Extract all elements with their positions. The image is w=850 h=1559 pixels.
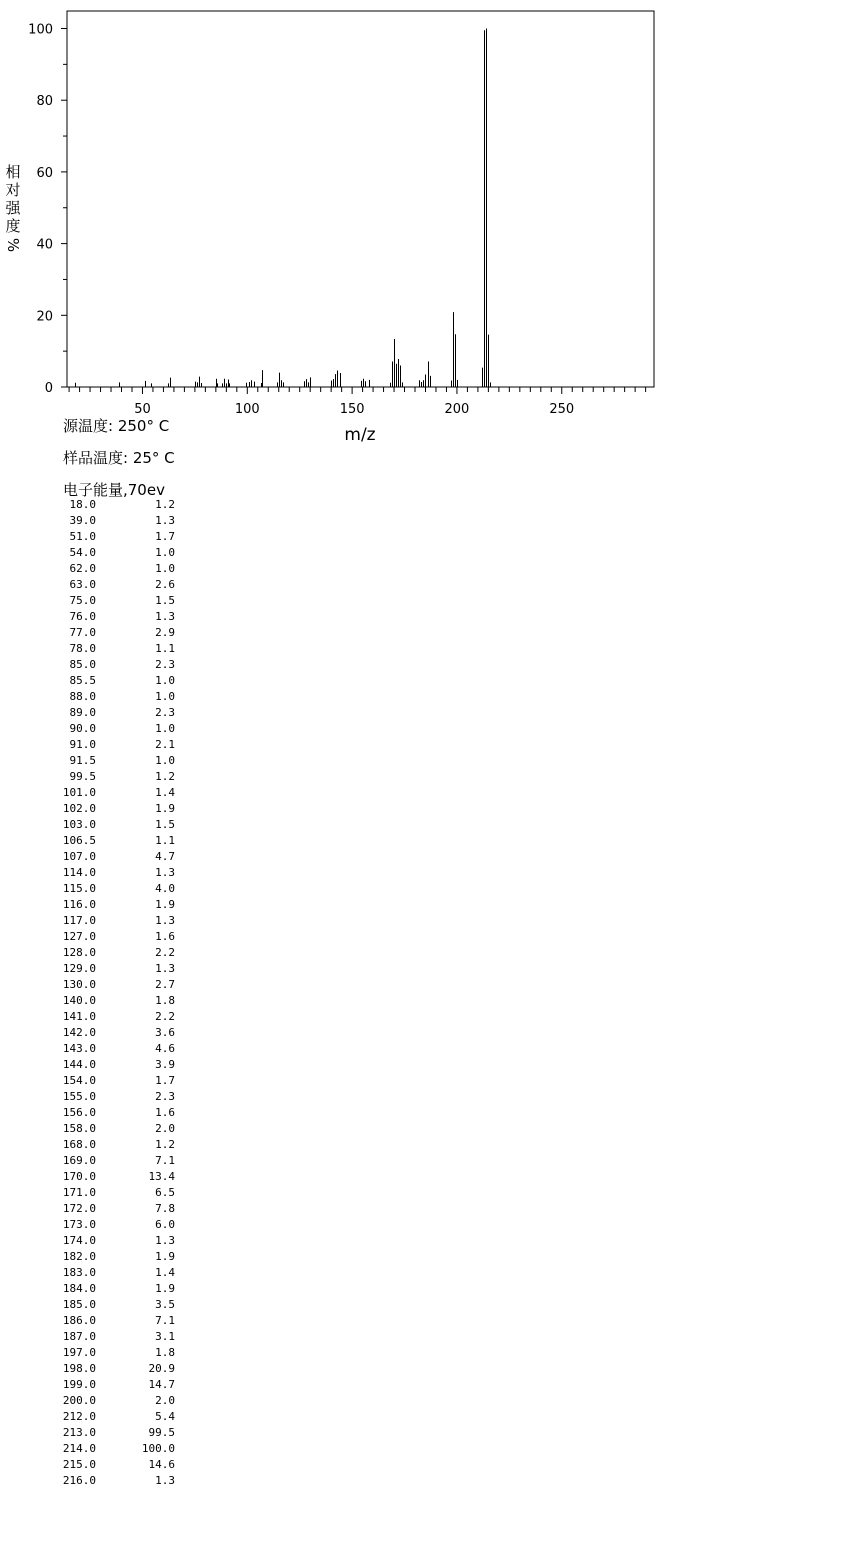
peak-mz: 185.0 xyxy=(62,1298,96,1311)
x-tick-label: 50 xyxy=(134,402,151,417)
peak-mz: 99.5 xyxy=(69,770,96,783)
electron-energy: 电子能量,70ev xyxy=(63,481,165,499)
peak-row xyxy=(52,1393,175,1409)
peak-intensity: 1.2 xyxy=(155,498,175,511)
peak-mz: 174.0 xyxy=(62,1234,96,1247)
peak-row xyxy=(52,689,175,705)
peak-mz: 216.0 xyxy=(62,1474,96,1487)
peak-row xyxy=(52,913,175,929)
peak-mz: 76.0 xyxy=(69,610,96,623)
peak-mz: 129.0 xyxy=(62,962,96,975)
peak-intensity: 1.3 xyxy=(155,866,175,879)
peak-row xyxy=(52,1073,175,1089)
x-tick-label: 100 xyxy=(234,402,260,417)
peak-mz: 88.0 xyxy=(69,690,96,703)
peak-mz: 199.0 xyxy=(62,1378,96,1391)
peak-mz: 91.0 xyxy=(69,738,96,751)
y-tick-label: 60 xyxy=(36,165,53,181)
y-tick-label: 20 xyxy=(36,309,53,325)
peak-mz: 115.0 xyxy=(62,882,96,895)
peak-row xyxy=(52,593,175,609)
peak-mz: 142.0 xyxy=(62,1026,96,1039)
peak-row xyxy=(52,1457,175,1473)
x-tick-label: 250 xyxy=(549,402,575,417)
peak-intensity: 1.3 xyxy=(155,962,175,975)
peak-row xyxy=(52,961,175,977)
peak-row xyxy=(52,1137,175,1153)
peak-row xyxy=(52,529,175,545)
peak-intensity: 2.3 xyxy=(155,658,175,671)
peak-intensity: 6.0 xyxy=(155,1218,175,1231)
peak-row xyxy=(52,1329,175,1345)
peak-mz: 155.0 xyxy=(62,1090,96,1103)
peak-mz: 107.0 xyxy=(62,850,96,863)
peak-row xyxy=(52,1249,175,1265)
peak-row xyxy=(52,577,175,593)
peak-mz: 169.0 xyxy=(62,1154,96,1167)
peak-mz: 117.0 xyxy=(62,914,96,927)
peak-intensity: 3.9 xyxy=(155,1058,175,1071)
peak-intensity: 1.9 xyxy=(155,1250,175,1263)
peak-row xyxy=(52,881,175,897)
peak-mz: 77.0 xyxy=(69,626,96,639)
peak-row xyxy=(52,849,175,865)
peak-row xyxy=(52,945,175,961)
peak-row xyxy=(52,1121,175,1137)
peak-row xyxy=(52,1057,175,1073)
peak-intensity: 1.3 xyxy=(155,610,175,623)
peak-mz: 39.0 xyxy=(69,514,96,527)
peak-intensity: 1.4 xyxy=(155,1266,175,1279)
peak-intensity: 1.8 xyxy=(155,994,175,1007)
peak-mz: 85.0 xyxy=(69,658,96,671)
peak-row xyxy=(52,785,175,801)
peak-row xyxy=(52,1185,175,1201)
peak-mz: 141.0 xyxy=(62,1010,96,1023)
y-tick-label: 80 xyxy=(36,94,53,110)
peak-mz: 63.0 xyxy=(69,578,96,591)
peak-row xyxy=(52,657,175,673)
peak-intensity: 99.5 xyxy=(148,1426,175,1439)
peak-mz: 144.0 xyxy=(62,1058,96,1071)
peak-intensity: 2.1 xyxy=(155,738,175,751)
peak-intensity: 14.6 xyxy=(148,1458,175,1471)
peak-intensity: 1.5 xyxy=(155,818,175,831)
peak-row xyxy=(52,1105,175,1121)
peak-intensity: 1.0 xyxy=(155,562,175,575)
peak-mz: 75.0 xyxy=(69,594,96,607)
peak-intensity: 1.9 xyxy=(155,802,175,815)
peak-mz: 182.0 xyxy=(62,1250,96,1263)
peak-intensity: 2.2 xyxy=(155,1010,175,1023)
peak-row xyxy=(52,1153,175,1169)
peak-intensity: 1.7 xyxy=(155,1074,175,1087)
peak-row xyxy=(52,497,175,513)
peak-mz: 215.0 xyxy=(62,1458,96,1471)
sample-temperature: 样品温度: 25° C xyxy=(63,449,175,467)
peak-row xyxy=(52,897,175,913)
peak-row xyxy=(52,769,175,785)
peak-intensity: 4.6 xyxy=(155,1042,175,1055)
peak-mz: 184.0 xyxy=(62,1282,96,1295)
peak-intensity: 1.3 xyxy=(155,1234,175,1247)
peak-row xyxy=(52,673,175,689)
y-axis-label-char: 强 xyxy=(5,199,21,217)
peak-mz: 173.0 xyxy=(62,1218,96,1231)
peak-row xyxy=(52,865,175,881)
peak-intensity: 4.0 xyxy=(155,882,175,895)
peak-row xyxy=(52,1281,175,1297)
y-axis-label-char: 相 xyxy=(5,163,21,181)
peak-mz: 198.0 xyxy=(62,1362,96,1375)
peak-mz: 106.5 xyxy=(62,834,96,847)
peak-intensity: 1.0 xyxy=(155,690,175,703)
peak-row xyxy=(52,1441,175,1457)
x-tick-label: 150 xyxy=(339,402,365,417)
peak-mz: 54.0 xyxy=(69,546,96,559)
peak-intensity: 20.9 xyxy=(148,1362,175,1375)
peak-row xyxy=(52,1377,175,1393)
peak-mz: 114.0 xyxy=(62,866,96,879)
peak-row xyxy=(52,545,175,561)
peak-row xyxy=(52,1265,175,1281)
peak-row xyxy=(52,641,175,657)
peak-intensity: 2.3 xyxy=(155,706,175,719)
peak-row xyxy=(52,1089,175,1105)
peak-intensity: 2.3 xyxy=(155,1090,175,1103)
y-axis xyxy=(28,23,67,397)
peak-row xyxy=(52,1425,175,1441)
peak-intensity: 2.6 xyxy=(155,578,175,591)
peak-row xyxy=(52,1297,175,1313)
peak-intensity: 7.8 xyxy=(155,1202,175,1215)
peak-row xyxy=(52,833,175,849)
peak-intensity: 1.1 xyxy=(155,834,175,847)
y-tick-label: 100 xyxy=(28,22,53,38)
peak-row xyxy=(52,993,175,1009)
peak-mz: 212.0 xyxy=(62,1410,96,1423)
peak-intensity: 1.8 xyxy=(155,1346,175,1359)
peak-mz: 183.0 xyxy=(62,1266,96,1279)
peak-intensity: 14.7 xyxy=(148,1378,175,1391)
peak-row xyxy=(52,561,175,577)
peak-intensity: 3.5 xyxy=(155,1298,175,1311)
peak-mz: 18.0 xyxy=(69,498,96,511)
peak-intensity: 1.3 xyxy=(155,914,175,927)
peak-intensity: 1.6 xyxy=(155,930,175,943)
peak-mz: 187.0 xyxy=(62,1330,96,1343)
peak-intensity: 2.2 xyxy=(155,946,175,959)
peak-intensity: 3.6 xyxy=(155,1026,175,1039)
peak-row xyxy=(52,801,175,817)
source-temperature: 源温度: 250° C xyxy=(63,417,170,435)
peak-mz: 213.0 xyxy=(62,1426,96,1439)
peak-row xyxy=(52,609,175,625)
peak-mz: 171.0 xyxy=(62,1186,96,1199)
peak-intensity: 6.5 xyxy=(155,1186,175,1199)
peak-mz: 170.0 xyxy=(62,1170,96,1183)
peak-intensity: 1.3 xyxy=(155,1474,175,1487)
peak-intensity: 13.4 xyxy=(148,1170,175,1183)
peak-intensity: 1.9 xyxy=(155,898,175,911)
peak-row xyxy=(52,721,175,737)
y-tick-label: 0 xyxy=(44,381,53,396)
y-axis-label-char: % xyxy=(4,237,22,253)
peak-mz: 127.0 xyxy=(62,930,96,943)
peak-mz: 158.0 xyxy=(62,1122,96,1135)
peak-mz: 186.0 xyxy=(62,1314,96,1327)
peak-row xyxy=(52,1025,175,1041)
peak-intensity: 5.4 xyxy=(155,1410,175,1423)
peak-mz: 140.0 xyxy=(62,994,96,1007)
peak-row xyxy=(52,753,175,769)
peak-intensity: 1.3 xyxy=(155,514,175,527)
plot-frame xyxy=(67,11,654,387)
peak-intensity: 1.1 xyxy=(155,642,175,655)
peak-row xyxy=(52,1313,175,1329)
peak-row xyxy=(52,1041,175,1057)
peak-mz: 78.0 xyxy=(69,642,96,655)
peak-mz: 91.5 xyxy=(69,754,96,767)
peak-row xyxy=(52,1233,175,1249)
y-tick-label: 40 xyxy=(36,237,53,253)
peak-intensity: 1.7 xyxy=(155,530,175,543)
peak-intensity: 1.4 xyxy=(155,786,175,799)
peak-row xyxy=(52,1169,175,1185)
peak-row xyxy=(52,1361,175,1377)
mass-spectrum-chart xyxy=(0,0,850,450)
peak-intensity: 7.1 xyxy=(155,1154,175,1167)
peak-mz: 168.0 xyxy=(62,1138,96,1151)
x-axis xyxy=(69,387,646,417)
peak-row xyxy=(52,1009,175,1025)
peak-mz: 116.0 xyxy=(62,898,96,911)
peak-row xyxy=(52,513,175,529)
peak-mz: 62.0 xyxy=(69,562,96,575)
x-axis-label: m/z xyxy=(344,425,376,445)
peak-mz: 197.0 xyxy=(62,1346,96,1359)
peak-row xyxy=(52,1345,175,1361)
peak-mz: 156.0 xyxy=(62,1106,96,1119)
peak-bars xyxy=(76,29,491,388)
peak-mz: 102.0 xyxy=(62,802,96,815)
peak-mz: 101.0 xyxy=(62,786,96,799)
peak-intensity: 3.1 xyxy=(155,1330,175,1343)
peak-row xyxy=(52,705,175,721)
peak-intensity: 100.0 xyxy=(141,1442,175,1455)
peak-intensity: 2.9 xyxy=(155,626,175,639)
peak-mz: 172.0 xyxy=(62,1202,96,1215)
peak-intensity: 1.0 xyxy=(155,754,175,767)
peak-mz: 154.0 xyxy=(62,1074,96,1087)
peak-intensity: 1.5 xyxy=(155,594,175,607)
peak-mz: 143.0 xyxy=(62,1042,96,1055)
peak-intensity: 2.7 xyxy=(155,978,175,991)
peak-intensity: 1.0 xyxy=(155,546,175,559)
peak-intensity: 1.0 xyxy=(155,722,175,735)
peak-intensity: 1.0 xyxy=(155,674,175,687)
y-axis-label-char: 对 xyxy=(5,181,21,199)
peak-mz: 130.0 xyxy=(62,978,96,991)
peak-row xyxy=(52,1473,175,1489)
peak-row xyxy=(52,1217,175,1233)
x-tick-label: 200 xyxy=(444,402,470,417)
peak-row xyxy=(52,1409,175,1425)
peak-row xyxy=(52,929,175,945)
peak-row xyxy=(52,625,175,641)
peak-intensity: 1.9 xyxy=(155,1282,175,1295)
peak-intensity: 4.7 xyxy=(155,850,175,863)
peak-mz: 90.0 xyxy=(69,722,96,735)
peak-table xyxy=(52,497,175,1489)
peak-mz: 51.0 xyxy=(69,530,96,543)
peak-mz: 214.0 xyxy=(62,1442,96,1455)
peak-mz: 85.5 xyxy=(69,674,96,687)
peak-mz: 200.0 xyxy=(62,1394,96,1407)
peak-mz: 128.0 xyxy=(62,946,96,959)
y-axis-label-char: 度 xyxy=(5,217,21,235)
peak-intensity: 2.0 xyxy=(155,1122,175,1135)
peak-intensity: 1.6 xyxy=(155,1106,175,1119)
peak-intensity: 1.2 xyxy=(155,770,175,783)
peak-mz: 89.0 xyxy=(69,706,96,719)
peak-row xyxy=(52,977,175,993)
peak-row xyxy=(52,737,175,753)
peak-intensity: 1.2 xyxy=(155,1138,175,1151)
peak-intensity: 7.1 xyxy=(155,1314,175,1327)
peak-intensity: 2.0 xyxy=(155,1394,175,1407)
peak-mz: 103.0 xyxy=(62,818,96,831)
peak-row xyxy=(52,1201,175,1217)
peak-row xyxy=(52,817,175,833)
